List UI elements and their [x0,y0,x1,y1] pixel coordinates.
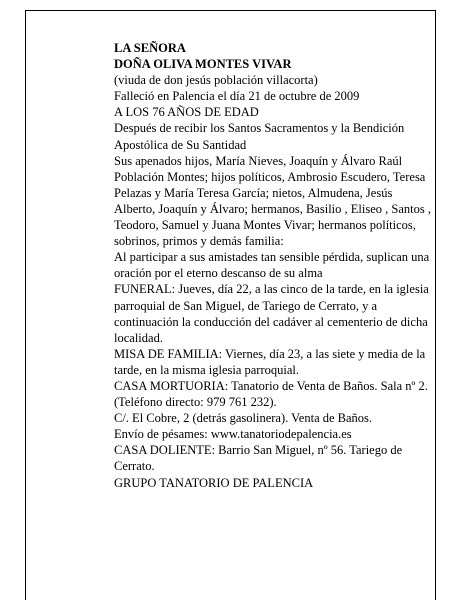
mourning-house-paragraph: CASA DOLIENTE: Barrio San Miguel, nº 56. Tariego de Cerrato. [114,443,403,474]
death-date-line: Falleció en Palencia el día 21 de octubre de 2009 [114,89,360,104]
widow-of-line: (viuda de don jesús población villacorta) [114,73,318,88]
sacraments-paragraph: Después de recibir los Santos Sacramentos y la Bendición Apostólica de Su Santidad [114,121,405,152]
funeral-home-group: GRUPO TANATORIO DE PALENCIA [114,475,314,490]
mortuary-paragraph: CASA MORTUORIA: Tanatorio de Venta de Baños. Sala nº 2. (Teléfono directo: 979 761 232). [114,378,428,410]
family-mass-paragraph: MISA DE FAMILIA: Viernes, día 23, a las siete y media de la tarde, en la misma iglesia parroquial. [114,346,426,377]
address-line: C/. El Cobre, 2 (detrás gasolinera). Venta de Baños. [114,411,373,426]
condolences-line: Envío de pésames: www.tanatoriodepalencia.es [114,427,352,442]
funeral-paragraph: FUNERAL: Jueves, día 22, a las cinco de la tarde, en la iglesia parroquial de San Miguel, de Tariego de Cerrato, y a continuación la conducción del cadáver al cementerio de dicha localidad. [114,282,429,345]
family-paragraph: Sus apenados hijos, María Nieves, Joaquín y Álvaro Raúl Población Montes; hijos políticos, Ambrosio Escudero, Teresa Pelazas y María Teresa García; nietos, Almudena, Jesús Alberto, Joaquín y Álvaro; hermanos, Basilio , Eliseo , Santos , Teodoro, Samuel y Juana Montes Vivar; hermanos políticos, sobrinos, primos y demás familia: [114,153,431,249]
age-line: A LOS 76 AÑOS DE EDAD [114,105,259,120]
frame-border-left [25,10,26,600]
obituary-text [114,40,432,491]
frame-border-top [25,10,435,11]
frame-border-right [435,10,436,600]
request-paragraph: Al participar a sus amistades tan sensible pérdida, suplican una oración por el eterno descanso de su alma [114,250,430,281]
deceased-name: DOÑA OLIVA MONTES VIVAR [114,57,292,72]
title-line-1: LA SEÑORA [114,41,186,55]
